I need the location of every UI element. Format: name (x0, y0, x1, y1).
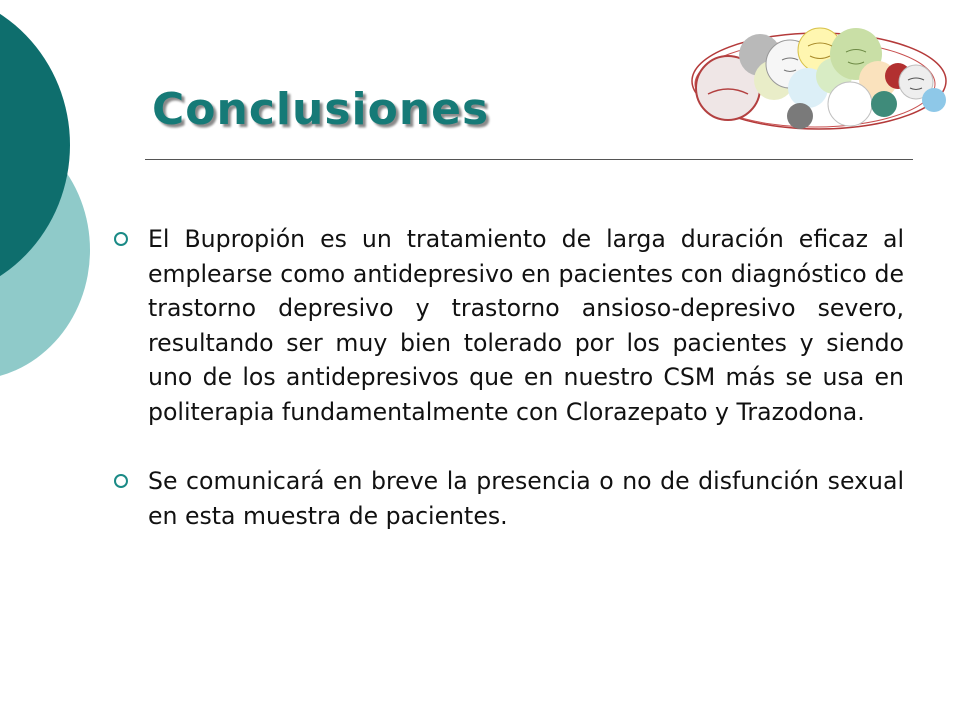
hollow-circle-icon (114, 474, 128, 488)
slide-title: Conclusiones (152, 84, 490, 135)
title-divider (145, 159, 913, 160)
bullet-text: Se comunicará en breve la presencia o no de disfunción sexual en esta muestra de pacientes. (148, 467, 904, 530)
bullet-list (110, 222, 904, 533)
faces-circles-logo-icon (688, 24, 950, 134)
hollow-circle-icon (114, 232, 128, 246)
bullet-text: El Bupropión es un tratamiento de larga duración eficaz al emplearse como antidepresivo en pacientes con diagnóstico de trastorno depresivo y trastorno ansioso-depresivo severo, resultando ser muy bien tolerado por los pacientes y siendo uno de los antidepresivos que en nuestro CSM más se usa en politerapia fundamentalmente con Clorazepato y Trazodona. (148, 225, 904, 426)
bullet-item (110, 222, 904, 429)
bullet-item (110, 464, 904, 533)
